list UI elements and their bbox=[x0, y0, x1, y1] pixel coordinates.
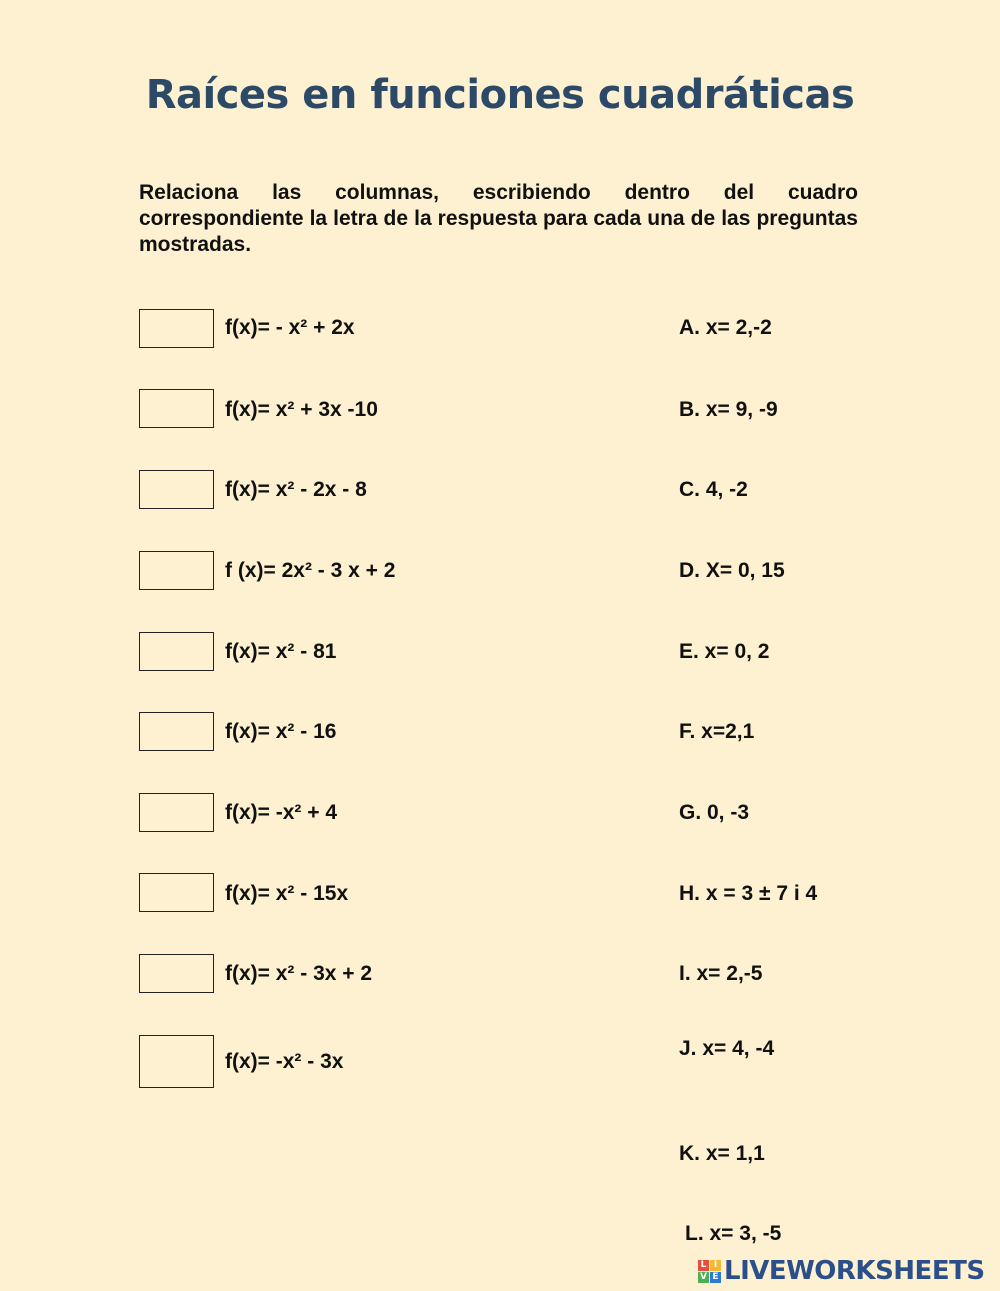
instructions: Relaciona las columnas, escribiendo dentro del cuadro correspondiente la letra de la respuesta para cada una de las preguntas mostradas. bbox=[139, 181, 858, 256]
question-7: f(x)= -x² + 4 bbox=[225, 801, 338, 824]
option-d: D. X= 0, 15 bbox=[679, 559, 785, 582]
option-f: F. x=2,1 bbox=[679, 720, 755, 743]
question-6: f(x)= x² - 16 bbox=[225, 720, 337, 743]
answer-box-3[interactable] bbox=[139, 470, 214, 509]
question-10: f(x)= -x² - 3x bbox=[225, 1050, 344, 1073]
logo-grid-letter: I bbox=[710, 1260, 721, 1271]
question-9: f(x)= x² - 3x + 2 bbox=[225, 962, 373, 985]
liveworksheets-logo bbox=[698, 1256, 985, 1286]
option-a: A. x= 2,-2 bbox=[679, 316, 772, 339]
answer-box-7[interactable] bbox=[139, 793, 214, 832]
answer-box-2[interactable] bbox=[139, 389, 214, 428]
question-3: f(x)= x² - 2x - 8 bbox=[225, 478, 367, 501]
logo-grid-icon bbox=[698, 1260, 721, 1283]
answer-box-8[interactable] bbox=[139, 873, 214, 912]
answer-box-10[interactable] bbox=[139, 1035, 214, 1088]
answer-box-6[interactable] bbox=[139, 712, 214, 751]
option-e: E. x= 0, 2 bbox=[679, 640, 770, 663]
logo-text: LIVEWORKSHEETS bbox=[724, 1256, 985, 1286]
logo-grid-letter: E bbox=[710, 1272, 721, 1283]
option-h: H. x = 3 ± 7 i 4 bbox=[679, 882, 818, 905]
answer-box-9[interactable] bbox=[139, 954, 214, 993]
page-title: Raíces en funciones cuadráticas bbox=[145, 72, 855, 118]
question-2: f(x)= x² + 3x -10 bbox=[225, 398, 378, 421]
option-l: L. x= 3, -5 bbox=[685, 1222, 782, 1245]
answer-box-4[interactable] bbox=[139, 551, 214, 590]
answer-box-5[interactable] bbox=[139, 632, 214, 671]
option-j: J. x= 4, -4 bbox=[679, 1037, 775, 1060]
question-4: f (x)= 2x² - 3 x + 2 bbox=[225, 559, 396, 582]
logo-grid-letter: V bbox=[698, 1272, 709, 1283]
option-b: B. x= 9, -9 bbox=[679, 398, 778, 421]
question-5: f(x)= x² - 81 bbox=[225, 640, 337, 663]
option-c: C. 4, -2 bbox=[679, 478, 748, 501]
option-g: G. 0, -3 bbox=[679, 801, 750, 824]
logo-grid-letter: L bbox=[698, 1260, 709, 1271]
option-k: K. x= 1,1 bbox=[679, 1142, 765, 1165]
question-8: f(x)= x² - 15x bbox=[225, 882, 349, 905]
answer-box-1[interactable] bbox=[139, 309, 214, 348]
option-i: I. x= 2,-5 bbox=[679, 962, 763, 985]
question-1: f(x)= - x² + 2x bbox=[225, 316, 355, 339]
